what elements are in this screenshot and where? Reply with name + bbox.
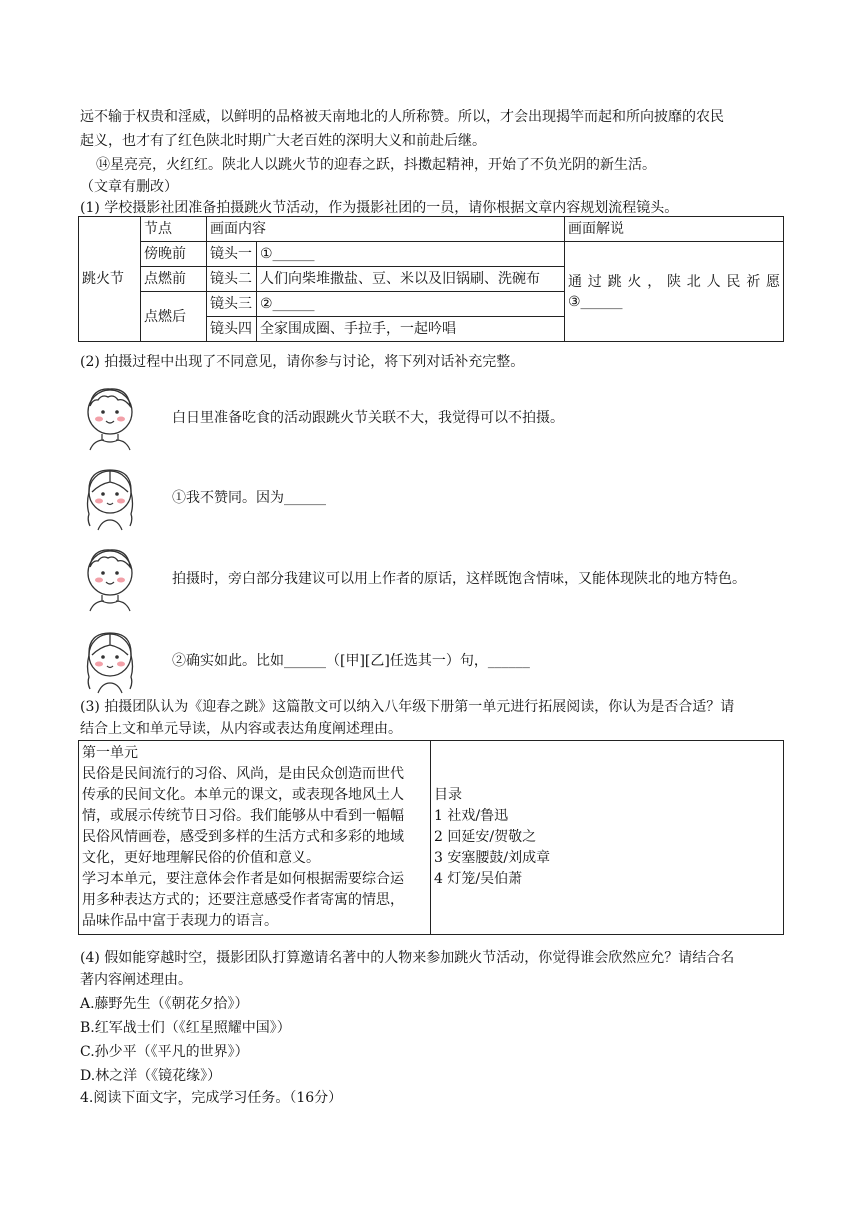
toc-item: 1 社戏/鲁迅 <box>434 808 509 824</box>
content-2: 人们向柴堆撒盐、豆、米以及旧锅刷、洗碗布 <box>257 267 565 292</box>
dialog-4-text[interactable]: ②确实如此。比如______（[甲][乙]任选其一）句，______ <box>172 653 530 669</box>
shot-2: 镜头二 <box>207 267 257 292</box>
toc-item: 4 灯笼/吴伯萧 <box>434 871 523 887</box>
paragraph-line: 远不输于权贵和淫威，以鲜明的品格被天南地北的人所称赞。所以，才会出现揭竿而起和所向披靡的农民 <box>80 109 724 125</box>
dialog-2 <box>78 462 790 532</box>
content-1-blank[interactable]: ①______ <box>257 242 565 267</box>
explain-line-2: ③______ <box>568 293 623 310</box>
unit-line: 第一单元 <box>82 745 138 761</box>
option-b[interactable]: B.红军战士们（《红星照耀中国》） <box>80 1020 291 1036</box>
shot-plan-table <box>78 216 784 342</box>
explain-line-1: 通过跳火，陕北人民祈愿 <box>568 273 780 290</box>
header-explain: 画面解说 <box>565 217 784 242</box>
header-content: 画面内容 <box>207 217 565 242</box>
dialog-4 <box>78 625 790 695</box>
node-before: 点燃前 <box>141 267 207 292</box>
paragraph-line: 起义，也才有了红色陕北时期广大老百姓的深明大义和前赴后继。 <box>80 133 486 149</box>
option-a[interactable]: A.藤野先生（《朝花夕拾》） <box>80 996 249 1012</box>
shot-1: 镜头一 <box>207 242 257 267</box>
unit-line: 传承的民间文化。本单元的课文，或表现各地风土人 <box>82 787 404 803</box>
header-node: 节点 <box>141 217 207 242</box>
unit-line: 品味作品中富于表现力的语言。 <box>82 913 278 929</box>
girl-avatar-icon <box>78 462 142 532</box>
node-after: 点燃后 <box>141 292 207 342</box>
unit-line: 学习本单元，要注意体会作者是如何根据需要综合运 <box>82 871 404 887</box>
unit-guide-table <box>78 740 784 935</box>
unit-line: 民俗是民间流行的习俗、风尚，是由民众创造而世代 <box>82 766 404 782</box>
boy-avatar-icon <box>78 382 142 452</box>
shot-4: 镜头四 <box>207 317 257 342</box>
question-3-prompt-line-1: (3) 拍摄团队认为《迎春之跳》这篇散文可以纳入八年级下册第一单元进行拓展阅读，你认为是否合适？请 <box>80 699 735 715</box>
explain-cell[interactable] <box>565 242 784 342</box>
girl-avatar-icon <box>78 625 142 695</box>
shot-3: 镜头三 <box>207 292 257 317</box>
dialog-3-text: 拍摄时，旁白部分我建议可以用上作者的原话，这样既饱含情味，又能体现陕北的地方特色。 <box>172 571 746 587</box>
question-1-prompt: (1) 学校摄影社团准备拍摄跳火节活动，作为摄影社团的一员，请你根据文章内容规划流程镜头。 <box>80 200 679 216</box>
content-4: 全家围成圈、手拉手，一起吟唱 <box>257 317 565 342</box>
toc-cell <box>431 741 784 935</box>
unit-line: 用多种表达方式的；还要注意感受作者寄寓的情思， <box>82 892 404 908</box>
dialog-1 <box>78 382 790 452</box>
question-next-prompt: 4.阅读下面文字，完成学习任务。（16分） <box>80 1090 343 1106</box>
option-d[interactable]: D.林之洋（《镜花缘》） <box>80 1068 222 1084</box>
toc-item: 3 安塞腰鼓/刘成章 <box>434 850 551 866</box>
toc-item: 2 回延安/贺敬之 <box>434 829 537 845</box>
node-dusk: 傍晚前 <box>141 242 207 267</box>
content-3-blank[interactable]: ②______ <box>257 292 565 317</box>
question-4-prompt-line-1: (4) 假如能穿越时空，摄影团队打算邀请名著中的人物来参加跳火节活动，你觉得谁会欣然应允？请结合名 <box>80 950 735 966</box>
dialog-1-text: 白日里准备吃食的活动跟跳火节关联不大，我觉得可以不拍摄。 <box>172 410 564 426</box>
source-note: （文章有删改） <box>80 179 178 195</box>
dialog-2-text[interactable]: ①我不赞同。因为______ <box>172 490 326 506</box>
unit-intro-cell <box>79 741 431 935</box>
boy-avatar-icon <box>78 543 142 613</box>
question-2-prompt: (2) 拍摄过程中出现了不同意见，请你参与讨论，将下列对话补充完整。 <box>80 354 525 370</box>
paragraph-14: ⑭星亮亮，火红红。陕北人以跳火节的迎春之跃，抖擞起精神，开始了不负光阴的新生活。 <box>96 157 656 173</box>
unit-line: 情，或展示传统节日习俗。我们能够从中看到一幅幅 <box>82 808 404 824</box>
row-label-jump-fire: 跳火节 <box>79 217 141 342</box>
unit-line: 民俗风情画卷，感受到多样的生活方式和多彩的地域 <box>82 829 404 845</box>
toc-title: 目录 <box>434 787 462 803</box>
option-c[interactable]: C.孙少平（《平凡的世界》） <box>80 1044 249 1060</box>
question-4-prompt-line-2: 著内容阐述理由。 <box>80 972 192 988</box>
dialog-3 <box>78 543 790 613</box>
unit-line: 文化，更好地理解民俗的价值和意义。 <box>82 850 320 866</box>
question-3-prompt-line-2: 结合上文和单元导读，从内容或表达角度阐述理由。 <box>80 721 402 737</box>
